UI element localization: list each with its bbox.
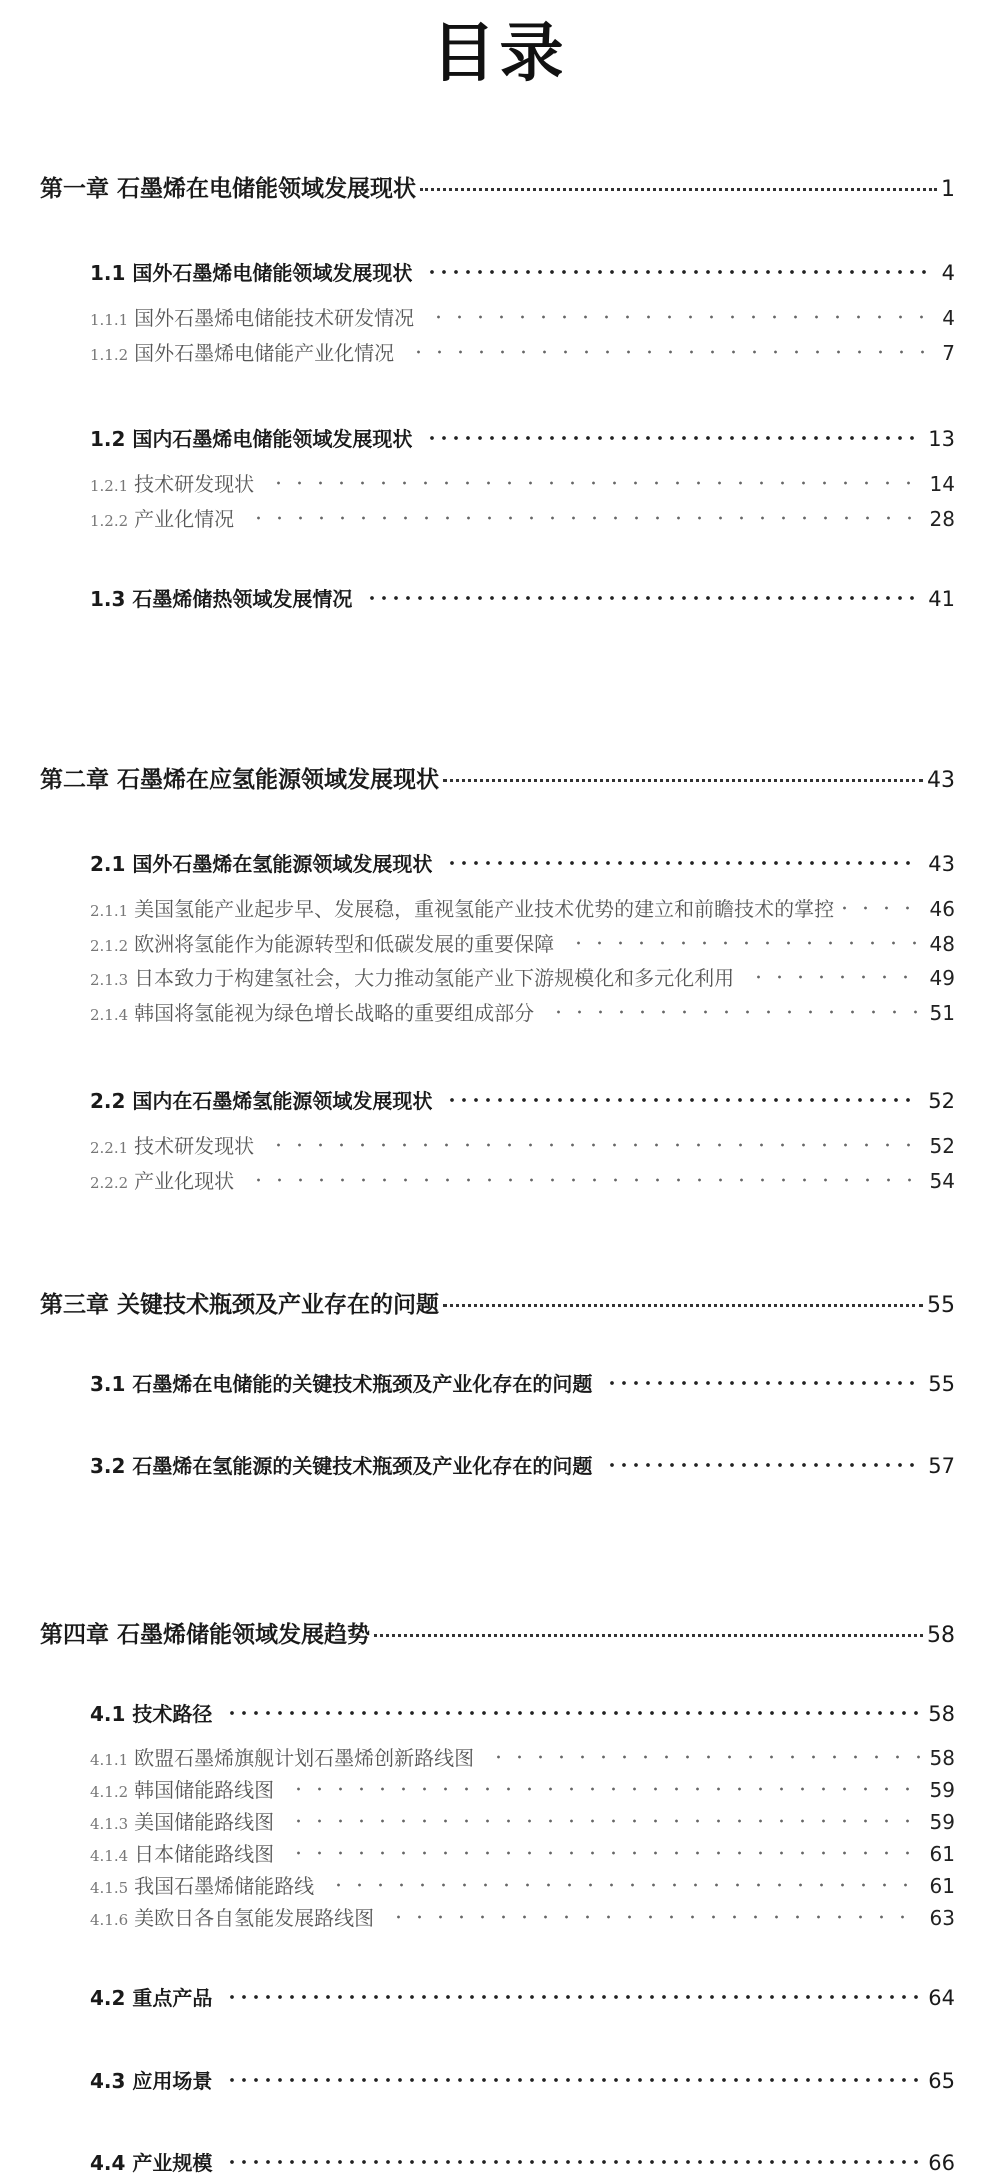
dot-leader <box>288 1819 919 1823</box>
toc-sub-label: 日本储能路线图 <box>134 1842 275 1866</box>
toc-sub-title <box>90 1902 374 1931</box>
toc-section-title: 1.2 国内石墨烯电储能领域发展现状 <box>90 427 413 451</box>
toc-sub-number: 2.2.2 <box>90 1174 129 1192</box>
toc-page-number: 65 <box>928 2069 955 2093</box>
dot-leader <box>606 1381 918 1385</box>
toc-sub-title <box>90 1838 274 1867</box>
toc-chapter-title: 第三章 关键技术瓶颈及产业存在的问题 <box>40 1292 440 1318</box>
dot-leader <box>548 1010 919 1014</box>
toc-sub-title <box>90 1742 474 1771</box>
dot-leader <box>420 188 937 191</box>
dot-leader <box>374 1634 923 1637</box>
toc-page-number: 48 <box>929 932 955 956</box>
dot-leader <box>428 315 932 319</box>
dot-leader <box>834 906 919 910</box>
dot-leader <box>443 1304 923 1307</box>
toc-sub-number: 4.1.6 <box>90 1911 129 1929</box>
toc-section-row[interactable] <box>90 1085 955 1114</box>
dot-leader <box>748 975 919 979</box>
dot-leader <box>443 779 923 782</box>
toc-section-title: 3.2 石墨烯在氢能源的关键技术瓶颈及产业化存在的问题 <box>90 1454 593 1478</box>
toc-page-number: 51 <box>929 1001 955 1025</box>
toc-sub-row[interactable] <box>90 893 955 922</box>
dot-leader <box>248 516 919 520</box>
toc-chapter-row[interactable] <box>40 170 955 203</box>
toc-page-number: 4 <box>941 261 955 285</box>
toc-sub-label: 美国氢能产业起步早、发展稳，重视氢能产业技术优势的建立和前瞻技术的掌控 <box>134 897 835 921</box>
toc-section-title: 4.1 技术路径 <box>90 1702 213 1726</box>
toc-sub-number: 2.1.2 <box>90 937 129 955</box>
toc-section-title: 2.1 国外石墨烯在氢能源领域发展现状 <box>90 852 433 876</box>
toc-section-title: 1.3 石墨烯储热领域发展情况 <box>90 587 353 611</box>
toc-page-number: 13 <box>928 427 955 451</box>
toc-sub-label: 技术研发现状 <box>134 1134 255 1158</box>
toc-chapter-title: 第二章 石墨烯在应氢能源领域发展现状 <box>40 767 440 793</box>
toc-sub-row[interactable] <box>90 962 955 991</box>
dot-leader <box>226 1995 918 1999</box>
toc-sub-row[interactable] <box>90 1838 955 1867</box>
toc-sub-label: 产业化现状 <box>134 1169 235 1193</box>
toc-section-row[interactable] <box>90 1368 955 1397</box>
toc-sub-number: 4.1.3 <box>90 1815 129 1833</box>
toc-sub-title <box>90 302 414 331</box>
toc-sub-label: 美欧日各自氢能发展路线图 <box>134 1906 375 1930</box>
toc-sub-row[interactable] <box>90 503 955 532</box>
toc-page-number: 58 <box>927 1623 955 1648</box>
toc-page-number: 55 <box>928 1372 955 1396</box>
toc-sub-number: 4.1.2 <box>90 1783 129 1801</box>
toc-sub-label: 产业化情况 <box>134 507 235 531</box>
dot-leader <box>288 1787 919 1791</box>
toc-sub-number: 2.1.4 <box>90 1006 129 1024</box>
dot-leader <box>226 2160 918 2164</box>
toc-chapter-row[interactable] <box>40 1616 955 1649</box>
toc-sub-title <box>90 468 254 497</box>
toc-section-title: 4.2 重点产品 <box>90 1986 213 2010</box>
toc-sub-row[interactable] <box>90 1870 955 1899</box>
dot-leader <box>446 861 918 865</box>
toc-section-row[interactable] <box>90 2147 955 2176</box>
toc-sub-number: 2.1.3 <box>90 971 129 989</box>
toc-sub-title <box>90 503 234 532</box>
toc-sub-title <box>90 1806 274 1835</box>
toc-chapter-title: 第四章 石墨烯储能领域发展趋势 <box>40 1622 371 1648</box>
toc-sub-label: 日本致力于构建氢社会，大力推动氢能产业下游规模化和多元化利用 <box>134 966 735 990</box>
toc-sub-title <box>90 1130 254 1159</box>
toc-section-title: 1.1 国外石墨烯电储能领域发展现状 <box>90 261 413 285</box>
toc-page-number: 46 <box>929 897 955 921</box>
toc-page-number: 57 <box>928 1454 955 1478</box>
toc-page-number: 7 <box>942 341 955 365</box>
toc-sub-label: 国外石墨烯电储能产业化情况 <box>134 341 395 365</box>
toc-sub-title <box>90 1165 234 1194</box>
toc-sub-row[interactable] <box>90 337 955 366</box>
toc-sub-row[interactable] <box>90 1774 955 1803</box>
dot-leader <box>408 350 932 354</box>
toc-page-number: 52 <box>929 1134 955 1158</box>
toc-sub-number: 1.2.2 <box>90 512 129 530</box>
dot-leader <box>488 1755 919 1759</box>
toc-sub-row[interactable] <box>90 997 955 1026</box>
toc-sub-title <box>90 337 394 366</box>
toc-section-row[interactable] <box>90 257 955 286</box>
toc-sub-title <box>90 962 734 991</box>
toc-page-number: 1 <box>941 177 955 202</box>
toc-page-number: 59 <box>929 1810 955 1834</box>
toc-page-number: 4 <box>942 306 955 330</box>
toc-sub-title <box>90 1774 274 1803</box>
toc-sub-row[interactable] <box>90 468 955 497</box>
page-title: 目录 <box>431 17 568 91</box>
toc-page-number: 58 <box>929 1746 955 1770</box>
dot-leader <box>426 270 931 274</box>
toc-page-number: 63 <box>929 1906 955 1930</box>
toc-section-row[interactable] <box>90 848 955 877</box>
toc-page-number: 66 <box>928 2151 955 2175</box>
toc-page-number: 61 <box>929 1874 955 1898</box>
toc-chapter-row[interactable] <box>40 761 955 794</box>
dot-leader <box>426 436 918 440</box>
toc-sub-number: 4.1.1 <box>90 1751 129 1769</box>
toc-section-row[interactable] <box>90 2065 955 2094</box>
toc-sub-row[interactable] <box>90 1902 955 1931</box>
toc-sub-row[interactable] <box>90 302 955 331</box>
dot-leader <box>366 596 918 600</box>
toc-sub-row[interactable] <box>90 928 955 957</box>
toc-sub-label: 韩国将氢能视为绿色增长战略的重要组成部分 <box>134 1001 535 1025</box>
toc-page-number: 52 <box>928 1089 955 1113</box>
toc-page-number: 43 <box>928 852 955 876</box>
toc-sub-label: 韩国储能路线图 <box>134 1778 275 1802</box>
toc-sub-number: 1.2.1 <box>90 477 129 495</box>
toc-section-title: 4.4 产业规模 <box>90 2151 213 2175</box>
toc-page-number: 28 <box>929 507 955 531</box>
toc-chapter-title: 第一章 石墨烯在电储能领域发展现状 <box>40 176 417 202</box>
dot-leader <box>328 1883 919 1887</box>
toc-sub-title <box>90 928 554 957</box>
toc-page-number: 49 <box>929 966 955 990</box>
toc-sub-label: 国外石墨烯电储能技术研发情况 <box>134 306 415 330</box>
dot-leader <box>388 1915 919 1919</box>
dot-leader <box>226 1711 918 1715</box>
toc-sub-number: 4.1.4 <box>90 1847 129 1865</box>
toc-section-row[interactable] <box>90 583 955 612</box>
toc-sub-label: 技术研发现状 <box>134 472 255 496</box>
toc-section-title: 3.1 石墨烯在电储能的关键技术瓶颈及产业化存在的问题 <box>90 1372 593 1396</box>
toc-page-number: 41 <box>928 587 955 611</box>
toc-page-number: 64 <box>928 1986 955 2010</box>
toc-sub-row[interactable] <box>90 1806 955 1835</box>
toc-sub-row[interactable] <box>90 1130 955 1159</box>
toc-section-title: 4.3 应用场景 <box>90 2069 213 2093</box>
dot-leader <box>288 1851 919 1855</box>
toc-sub-title <box>90 1870 314 1899</box>
toc-page-number: 54 <box>929 1169 955 1193</box>
dot-leader <box>606 1463 918 1467</box>
toc-chapter-row[interactable] <box>40 1286 955 1319</box>
toc-section-row[interactable] <box>90 1982 955 2011</box>
toc-section-row[interactable] <box>90 1698 955 1727</box>
toc-sub-row[interactable] <box>90 1742 955 1771</box>
toc-sub-number: 4.1.5 <box>90 1879 129 1897</box>
toc-page-number: 59 <box>929 1778 955 1802</box>
toc-sub-title <box>90 893 834 922</box>
dot-leader <box>268 1143 919 1147</box>
toc-sub-number: 1.1.2 <box>90 346 129 364</box>
dot-leader <box>248 1178 919 1182</box>
dot-leader <box>446 1098 918 1102</box>
toc-section-title: 2.2 国内在石墨烯氢能源领域发展现状 <box>90 1089 433 1113</box>
toc-sub-label: 我国石墨烯储能路线 <box>134 1874 315 1898</box>
toc-section-row[interactable] <box>90 423 955 452</box>
toc-page-number: 55 <box>927 1293 955 1318</box>
toc-sub-label: 欧盟石墨烯旗舰计划石墨烯创新路线图 <box>134 1746 475 1770</box>
dot-leader <box>568 941 919 945</box>
toc-sub-label: 欧洲将氢能作为能源转型和低碳发展的重要保障 <box>134 932 555 956</box>
toc-sub-label: 美国储能路线图 <box>134 1810 275 1834</box>
toc-page-number: 61 <box>929 1842 955 1866</box>
toc-page-number: 43 <box>927 768 955 793</box>
toc-sub-number: 1.1.1 <box>90 311 129 329</box>
toc-sub-title <box>90 997 534 1026</box>
dot-leader <box>268 481 919 485</box>
toc-sub-number: 2.2.1 <box>90 1139 129 1157</box>
toc-sub-row[interactable] <box>90 1165 955 1194</box>
toc-page-number: 58 <box>928 1702 955 1726</box>
toc-page-number: 14 <box>929 472 955 496</box>
dot-leader <box>226 2078 918 2082</box>
toc-section-row[interactable] <box>90 1450 955 1479</box>
toc-sub-number: 2.1.1 <box>90 902 129 920</box>
